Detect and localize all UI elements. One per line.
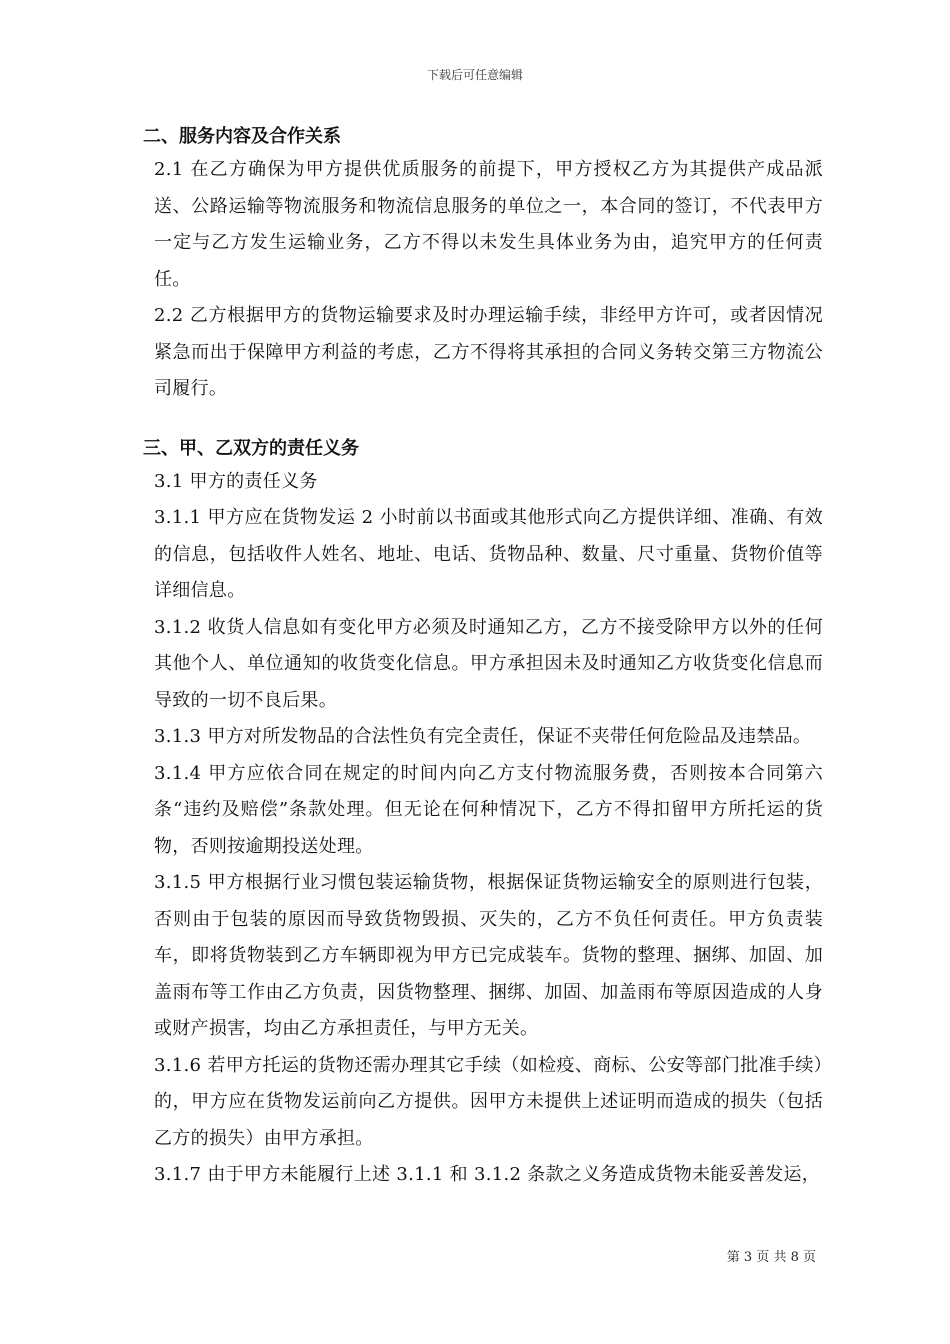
clause-2-1: 2.1 在乙方确保为甲方提供优质服务的前提下，甲方授权乙方为其提供产成品派送、公路运输等物流服务和物流信息服务的单位之一，本合同的签订，不代表甲方一定与乙方发生运输业务，乙方不得以未发生具体业务为由，追究甲方的任何责任。 — [154, 159, 823, 290]
clause-3-1-7: 3.1.7 由于甲方未能履行上述 3.1.1 和 3.1.2 条款之义务造成货物未能妥善发运， — [154, 1164, 821, 1185]
section-heading-responsibilities: 三、甲、乙双方的责任义务 — [143, 437, 359, 459]
clause-3-1-1: 3.1.1 甲方应在货物发运 2 小时前以书面或其他形式向乙方提供详细、准确、有效的信息，包括收件人姓名、地址、电话、货物品种、数量、尺寸重量、货物价值等详细信息。 — [154, 507, 823, 601]
document-body — [143, 122, 823, 1194]
page-number: 第 3 页 共 8 页 — [726, 1250, 816, 1265]
clause-3-1-4: 3.1.4 甲方应依合同在规定的时间内向乙方支付物流服务费，否则按本合同第六条“违约及赔偿”条款处理。但无论在何种情况下，乙方不得扣留甲方所托运的货物，否则按逾期投送处理。 — [154, 762, 823, 857]
section-heading-service: 二、服务内容及合作关系 — [143, 126, 341, 147]
page-header: 下载后可任意编辑 — [426, 68, 523, 82]
clause-2-2: 2.2 乙方根据甲方的货物运输要求及时办理运输手续，非经甲方许可，或者因情况紧急而出于保障甲方利益的考虑，乙方不得将其承担的合同义务转交第三方物流公司履行。 — [154, 305, 823, 399]
clause-3-1-6: 3.1.6 若甲方托运的货物还需办理其它手续（如检疫、商标、公安等部门批准手续）的，甲方应在货物发运前向乙方提供。因甲方未提供上述证明而造成的损失（包括乙方的损失）由甲方承担。 — [154, 1054, 823, 1149]
clause-3-1: 3.1 甲方的责任义务 — [154, 470, 318, 492]
clause-3-1-3: 3.1.3 甲方对所发物品的合法性负有完全责任，保证不夹带任何危险品及违禁品。 — [154, 726, 812, 747]
clause-3-1-5: 3.1.5 甲方根据行业习惯包装运输货物，根据保证货物运输安全的原则进行包装，否则由于包装的原因而导致货物毁损、灭失的，乙方不负任何责任。甲方负责装车，即将货物装到乙方车辆即视为甲方已完成装车。货物的整理、捆绑、加固、加盖雨布等工作由乙方负责，因货物整理、捆绑、加固、加盖雨布等原因造成的人身或财产损害，均由乙方承担责任，与甲方无关。 — [154, 872, 823, 1039]
clause-3-1-2: 3.1.2 收货人信息如有变化甲方必须及时通知乙方，乙方不接受除甲方以外的任何其他个人、单位通知的收货变化信息。甲方承担因未及时通知乙方收货变化信息而导致的一切不良后果。 — [154, 616, 823, 711]
